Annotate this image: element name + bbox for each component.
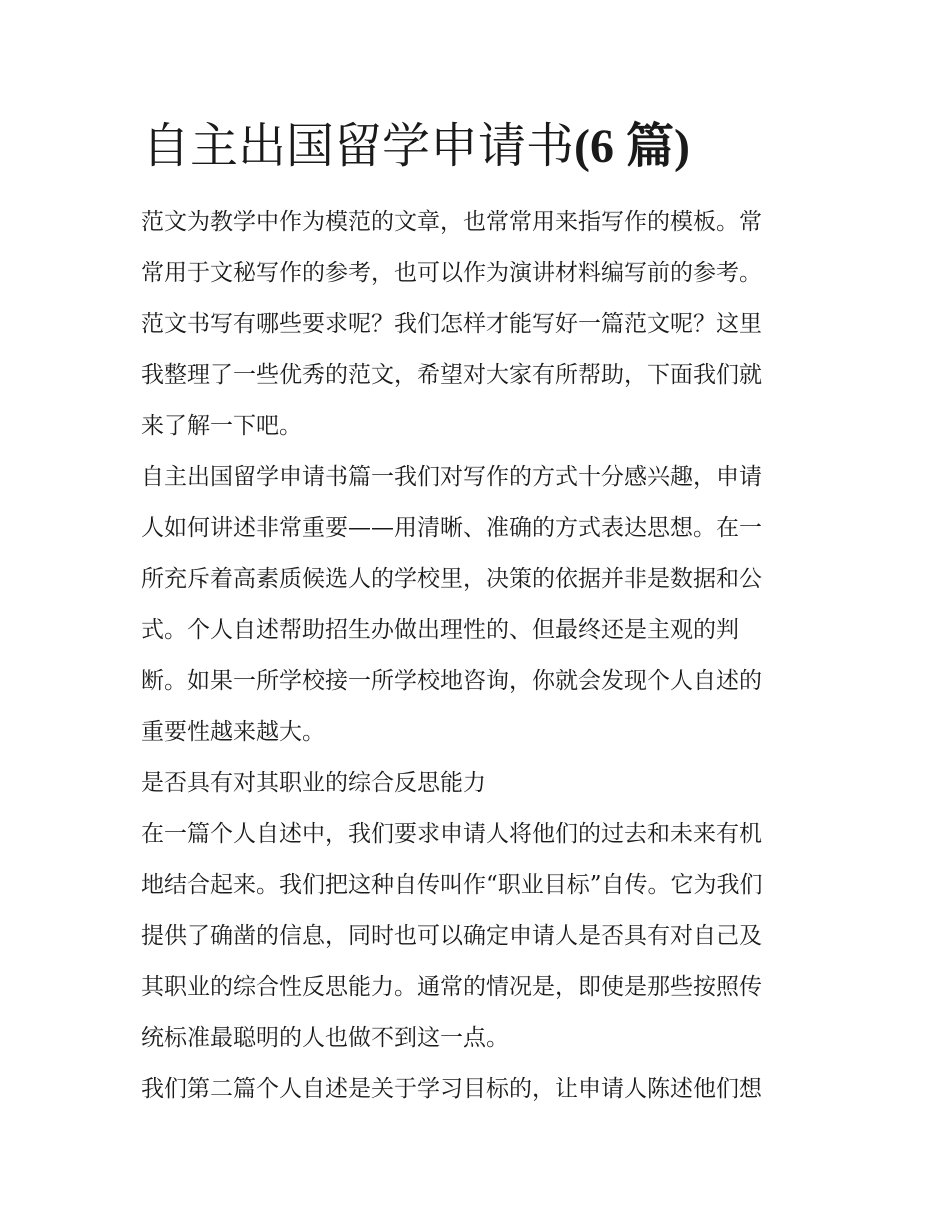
text-line: 重要性越来越大。 [141, 719, 325, 745]
text-line: 是否具有对其职业的综合反思能力 [141, 770, 486, 796]
text-line: 断。如果一所学校接一所学校地咨询，你就会发现个人自述的 [141, 668, 762, 694]
text-line: 其职业的综合性反思能力。通常的情况是，即使是那些按照传 [141, 974, 762, 1000]
title-suffix: (6 篇) [574, 120, 690, 173]
text-line: 地结合起来。我们把这种自传叫作“职业目标”自传。它为我们 [141, 872, 763, 898]
text-line: 我整理了一些优秀的范文，希望对大家有所帮助，下面我们就 [141, 362, 762, 388]
text-line: 式。个人自述帮助招生办做出理性的、但最终还是主观的判 [141, 617, 739, 643]
text-line: 统标准最聪明的人也做不到这一点。 [141, 1025, 509, 1051]
text-line: 提供了确凿的信息，同时也可以确定申请人是否具有对自己及 [141, 923, 762, 949]
text-line: 在一篇个人自述中，我们要求申请人将他们的过去和未来有机 [141, 821, 762, 847]
text-line: 自主出国留学申请书篇一我们对写作的方式十分感兴趣，申请 [141, 464, 762, 490]
document-title [142, 112, 842, 181]
document-body [141, 197, 821, 1115]
text-line: 常用于文秘写作的参考，也可以作为演讲材料编写前的参考。 [141, 260, 762, 286]
text-line: 范文书写有哪些要求呢？我们怎样才能写好一篇范文呢？这里 [141, 311, 762, 337]
text-line: 人如何讲述非常重要——用清晰、准确的方式表达思想。在一 [141, 515, 762, 541]
text-line: 我们第二篇个人自述是关于学习目标的，让申请人陈述他们想 [141, 1076, 762, 1102]
text-line: 来了解一下吧。 [141, 413, 302, 439]
text-line: 所充斥着高素质候选人的学校里，决策的依据并非是数据和公 [141, 566, 762, 592]
text-line: 范文为教学中作为模范的文章，也常常用来指写作的模板。常 [141, 209, 762, 235]
title-main: 自主出国留学申请书 [142, 118, 575, 174]
